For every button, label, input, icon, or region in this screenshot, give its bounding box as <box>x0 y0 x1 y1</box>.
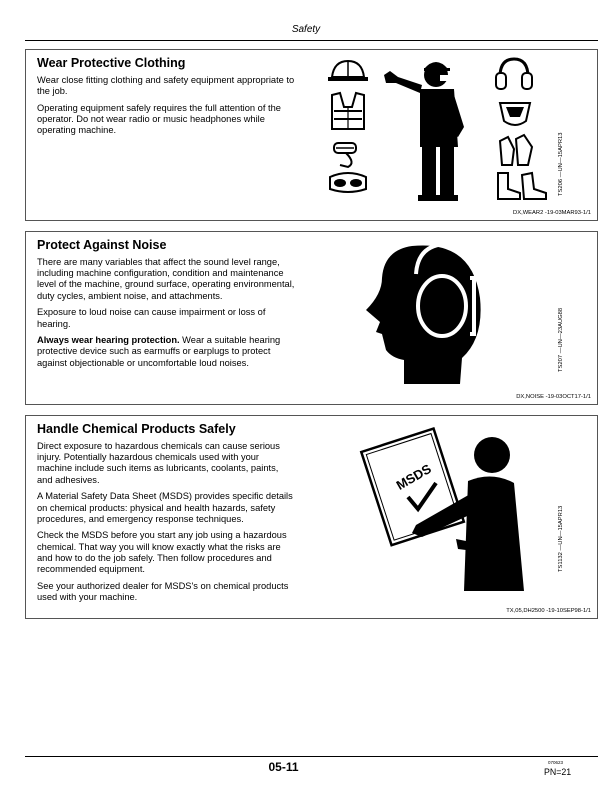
paragraph: Check the MSDS before you start any job using a hazardous chemical. That way you will know exactly what the risks are and how to do the job safely. Then follow procedures and recommended equipment. <box>37 530 287 575</box>
bold-follow: Wear a suitable hearing protective device such as earmuffs or earplugs to protect against objectionable or uncomfortable loud noises. <box>37 335 281 368</box>
boots-icon <box>498 173 546 199</box>
earmuffs-icon <box>496 59 532 89</box>
section-title: Protect Against Noise <box>37 238 167 252</box>
respirator-icon <box>500 103 530 125</box>
figure-label: TS1132 —UN—15APR13 <box>558 505 564 572</box>
section-chemical <box>25 415 598 619</box>
paragraph: Exposure to loud noise can cause impairment or loss of hearing. <box>37 307 266 329</box>
footer-rule <box>25 756 598 757</box>
hard-hat-icon <box>328 61 368 81</box>
goggles-icon <box>330 173 366 192</box>
paragraph: See your authorized dealer for MSDS's on chemical products used with your machine. <box>37 580 289 602</box>
paragraph: Wear close fitting clothing and safety equipment appropriate to the job. <box>37 75 295 97</box>
paragraph-hearing <box>37 335 295 369</box>
reading-msds-illustration <box>356 421 536 596</box>
section-noise <box>25 231 598 405</box>
paragraph: A Material Safety Data Sheet (MSDS) provides specific details on chemical products: physical and health hazards, safety procedures, and emergency response techniques. <box>37 491 293 524</box>
reference-code: DX,NOISE -19-03OCT17-1/1 <box>516 394 591 400</box>
figure-label: TS206 —UN—15APR13 <box>558 132 564 196</box>
safety-vest-icon <box>332 93 364 129</box>
section-body <box>37 75 295 142</box>
bold-lead: Always wear hearing protection. <box>37 335 180 346</box>
reference-code: TX,05,DH2500 -19-10SEP98-1/1 <box>506 608 591 614</box>
paragraph: Operating equipment safely requires the full attention of the operator. Do not wear radio or music headphones while operating machine. <box>37 102 281 136</box>
footer-code: 070623 <box>548 760 564 765</box>
gloves-icon <box>500 135 532 165</box>
earplugs-icon <box>334 143 356 167</box>
section-body <box>37 441 295 609</box>
paragraph: There are many variables that affect the sound level range, including machine configuration, condition and maintenance level of the machine, ground surface, operating environmental, duty cycles, ambient noise, and attachments. <box>37 257 295 301</box>
header-rule <box>25 40 598 41</box>
head-with-earmuffs-illustration <box>352 238 512 388</box>
section-title: Wear Protective Clothing <box>37 56 186 70</box>
msds-label: MSDS <box>393 461 434 493</box>
paragraph: Direct exposure to hazardous chemicals can cause serious injury. Potentially hazardous chemicals used with your machine include such items as lubricants, coolants, paints, and adhesives. <box>37 441 280 485</box>
section-body <box>37 257 295 374</box>
page-header-title: Safety <box>291 24 321 35</box>
figure-label: TS207 —UN—23AUG88 <box>558 307 564 372</box>
page-number: 05-11 <box>268 760 299 774</box>
reference-code: DX,WEAR2 -19-03MAR93-1/1 <box>513 210 591 216</box>
worker-figure-icon <box>384 62 464 201</box>
footer-pn: PN=21 <box>544 767 572 777</box>
section-title: Handle Chemical Products Safely <box>37 422 236 436</box>
section-protective-clothing <box>25 49 598 221</box>
protective-clothing-illustration <box>324 55 554 205</box>
